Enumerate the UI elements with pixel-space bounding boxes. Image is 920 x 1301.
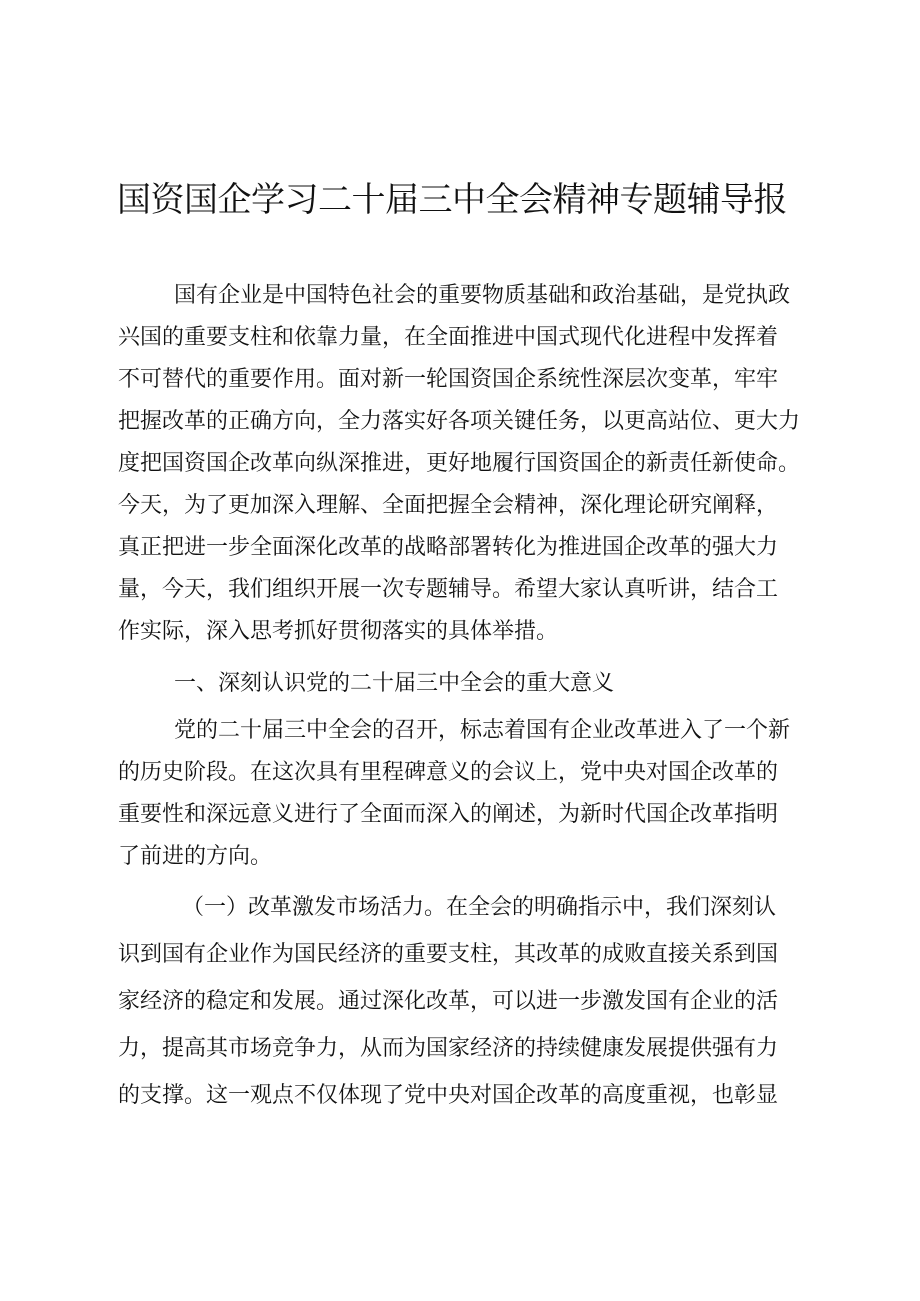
- paragraph-line: 真正把进一步全面深化改革的战略部署转化为推进国企改革的强大力: [118, 535, 779, 560]
- paragraph-line: （一）改革激发市场活力。在全会的明确指示中，我们深刻认: [182, 895, 777, 920]
- paragraph-line: 今天，为了更加深入理解、全面把握全会精神，深化理论研究阐释，: [118, 493, 779, 518]
- paragraph-line: 度把国资国企改革向纵深推进，更好地履行国资国企的新责任新使命。: [118, 451, 801, 476]
- paragraph-line: 国有企业是中国特色社会的重要物质基础和政治基础，是党执政: [174, 283, 791, 308]
- paragraph-line: 识到国有企业作为国民经济的重要支柱，其改革的成败直接关系到国: [118, 942, 779, 967]
- paragraph-line: 兴国的重要支柱和依靠力量，在全面推进中国式现代化进程中发挥着: [118, 325, 779, 350]
- paragraph-line: 量，今天，我们组织开展一次专题辅导。希望大家认真听讲，结合工: [118, 577, 779, 602]
- paragraph-line: 的历史阶段。在这次具有里程碑意义的会议上，党中央对国企改革的: [118, 760, 779, 785]
- paragraph-line: 重要性和深远意义进行了全面而深入的阐述，为新时代国企改革指明: [118, 802, 779, 827]
- paragraph-line: 把握改革的正确方向，全力落实好各项关键任务，以更高站位、更大力: [118, 409, 801, 434]
- document-title: 国资国企学习二十届三中全会精神专题辅导报: [117, 180, 787, 220]
- paragraph-line: 作实际，深入思考抓好贯彻落实的具体举措。: [118, 619, 559, 644]
- paragraph-line: 不可替代的重要作用。面对新一轮国资国企系统性深层次变革，牢牢: [118, 367, 779, 392]
- paragraph-line: 党的二十届三中全会的召开，标志着国有企业改革进入了一个新: [174, 718, 791, 743]
- paragraph-line: 力，提高其市场竞争力，从而为国家经济的持续健康发展提供强有力: [118, 1036, 779, 1061]
- paragraph-line: 了前进的方向。: [118, 844, 273, 869]
- section-heading: 一、深刻认识党的二十届三中全会的重大意义: [174, 671, 615, 696]
- paragraph-line: 的支撑。这一观点不仅体现了党中央对国企改革的高度重视，也彰显: [118, 1083, 779, 1108]
- paragraph-line: 家经济的稳定和发展。通过深化改革，可以进一步激发国有企业的活: [118, 989, 779, 1014]
